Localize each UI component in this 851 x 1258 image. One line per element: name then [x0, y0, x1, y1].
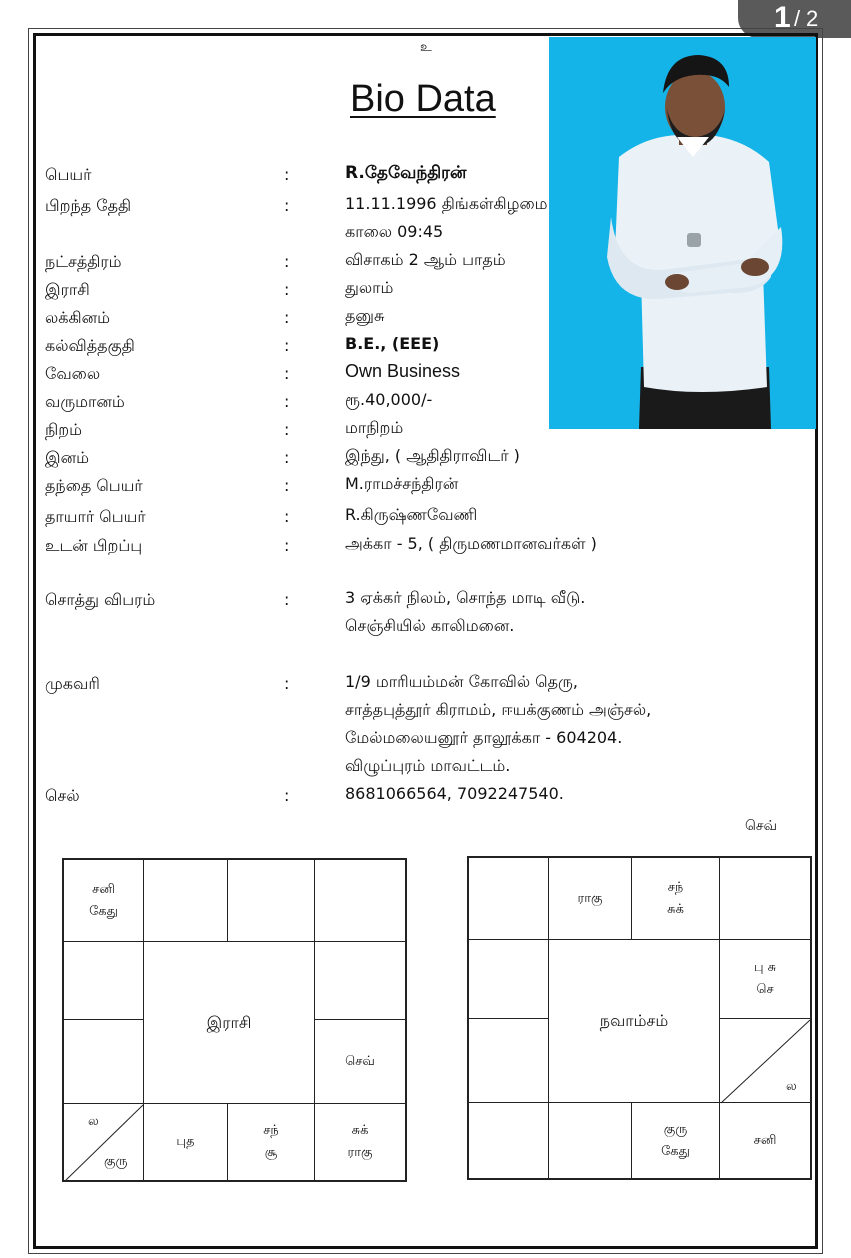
house-divider-line	[720, 1019, 812, 1104]
navamsa-house-11: குரு கேது	[631, 1102, 720, 1179]
colon: :	[284, 196, 290, 215]
value-income: ரூ.40,000/-	[345, 390, 433, 409]
label-lagnam: லக்கினம்	[45, 308, 111, 327]
house-divider-line	[64, 1104, 145, 1182]
rasi-house-2	[143, 859, 228, 942]
profile-photo	[549, 37, 816, 429]
colon: :	[284, 536, 290, 555]
value-education: B.E., (EEE)	[345, 334, 440, 353]
navamsa-chart	[467, 856, 812, 1180]
value-siblings: அக்கா - 5, ( திருமணமானவர்கள் )	[345, 534, 597, 553]
rasi-house-6	[314, 941, 406, 1020]
colon: :	[284, 476, 290, 495]
value-birth-time: காலை 09:45	[345, 222, 444, 241]
rasi-house-8: செவ்	[314, 1019, 406, 1104]
navamsa-house-8: ல	[719, 1018, 811, 1103]
label-education: கல்வித்தகுதி	[45, 336, 135, 355]
rasi-chart	[62, 858, 407, 1182]
chart-note: செவ்	[745, 818, 778, 834]
colon: :	[284, 336, 290, 355]
label-name: பெயர்	[45, 165, 92, 184]
colon: :	[284, 392, 290, 411]
navamsa-house-10	[548, 1102, 632, 1179]
value-address-line2: சாத்தபுத்தூர் கிராமம், ஈயக்குணம் அஞ்சல்,	[345, 700, 652, 719]
value-lagnam: தனுசு	[345, 306, 385, 325]
navamsa-house-5	[468, 939, 549, 1019]
value-mother-name: R.கிருஷ்ணவேணி	[345, 505, 478, 524]
pillaiyar-suzhi: உ	[420, 40, 432, 55]
navamsa-center: நவாம்சம்	[548, 939, 720, 1103]
rasi-house-7	[63, 1019, 144, 1104]
person-illustration	[549, 37, 816, 429]
colon: :	[284, 507, 290, 526]
rasi-house-1: சனி கேது	[63, 859, 144, 942]
label-mother-name: தாயார் பெயர்	[45, 507, 146, 526]
colon: :	[284, 165, 290, 184]
colon: :	[284, 590, 290, 609]
navamsa-house-6: பு சு செ	[719, 939, 811, 1019]
value-complexion: மாநிறம்	[345, 418, 404, 437]
colon: :	[284, 308, 290, 327]
rasi-house-3	[227, 859, 315, 942]
page-separator: /	[794, 6, 801, 31]
label-birth-date: பிறந்த தேதி	[45, 196, 132, 215]
colon: :	[284, 364, 290, 383]
label-address: முகவரி	[45, 674, 100, 693]
value-occupation: Own Business	[345, 361, 461, 381]
colon: :	[284, 420, 290, 439]
navamsa-house-3: சந் சுக்	[631, 857, 720, 940]
rasi-house-4	[314, 859, 406, 942]
rasi-house-5	[63, 941, 144, 1020]
label-property: சொத்து விபரம்	[45, 590, 156, 609]
navamsa-house-1	[468, 857, 549, 940]
label-father-name: தந்தை பெயர்	[45, 476, 143, 495]
value-address-line3: மேல்மலையனூர் தாலூக்கா - 604204.	[345, 728, 623, 747]
rasi-house-11: சந் சூ	[227, 1103, 315, 1181]
colon: :	[284, 674, 290, 693]
value-star: விசாகம் 2 ஆம் பாதம்	[345, 250, 506, 269]
navamsa-house-12: சனி	[719, 1102, 811, 1179]
colon: :	[284, 448, 290, 467]
rasi-center: இராசி	[143, 941, 315, 1104]
value-address-line4: விழுப்புரம் மாவட்டம்.	[345, 756, 511, 775]
navamsa-house-2: ராகு	[548, 857, 632, 940]
value-phone: 8681066564, 7092247540.	[345, 784, 564, 803]
navamsa-house-9	[468, 1102, 549, 1179]
page-title: Bio Data	[350, 78, 496, 120]
rasi-house-12: சுக் ராகு	[314, 1103, 406, 1181]
label-community: இனம்	[45, 448, 89, 467]
label-star: நட்சத்திரம்	[45, 252, 122, 271]
value-father-name: M.ராமச்சந்திரன்	[345, 474, 459, 493]
label-phone: செல்	[45, 786, 80, 805]
navamsa-house-4	[719, 857, 811, 940]
value-birth-date: 11.11.1996 திங்கள்கிழமை	[345, 194, 548, 213]
label-occupation: வேலை	[45, 364, 101, 383]
colon: :	[284, 786, 290, 805]
label-rasi: இராசி	[45, 280, 90, 299]
value-address-line1: 1/9 மாரியம்மன் கோவில் தெரு,	[345, 672, 578, 691]
value-property-line1: 3 ஏக்கர் நிலம், சொந்த மாடி வீடு.	[345, 588, 586, 607]
rasi-house-9: ல குரு	[63, 1103, 144, 1181]
page-total: 2	[806, 6, 819, 31]
value-community: இந்து, ( ஆதிதிராவிடர் )	[345, 446, 520, 465]
navamsa-house-7	[468, 1018, 549, 1103]
label-siblings: உடன் பிறப்பு	[45, 536, 143, 555]
colon: :	[284, 252, 290, 271]
value-rasi: துலாம்	[345, 278, 394, 297]
value-name: R.தேவேந்திரன்	[345, 163, 467, 183]
label-complexion: நிறம்	[45, 420, 83, 439]
label-income: வருமானம்	[45, 392, 125, 411]
colon: :	[284, 280, 290, 299]
page-current: 1	[774, 1, 791, 34]
rasi-house-10: புத	[143, 1103, 228, 1181]
value-property-line2: செஞ்சியில் காலிமனை.	[345, 616, 515, 635]
